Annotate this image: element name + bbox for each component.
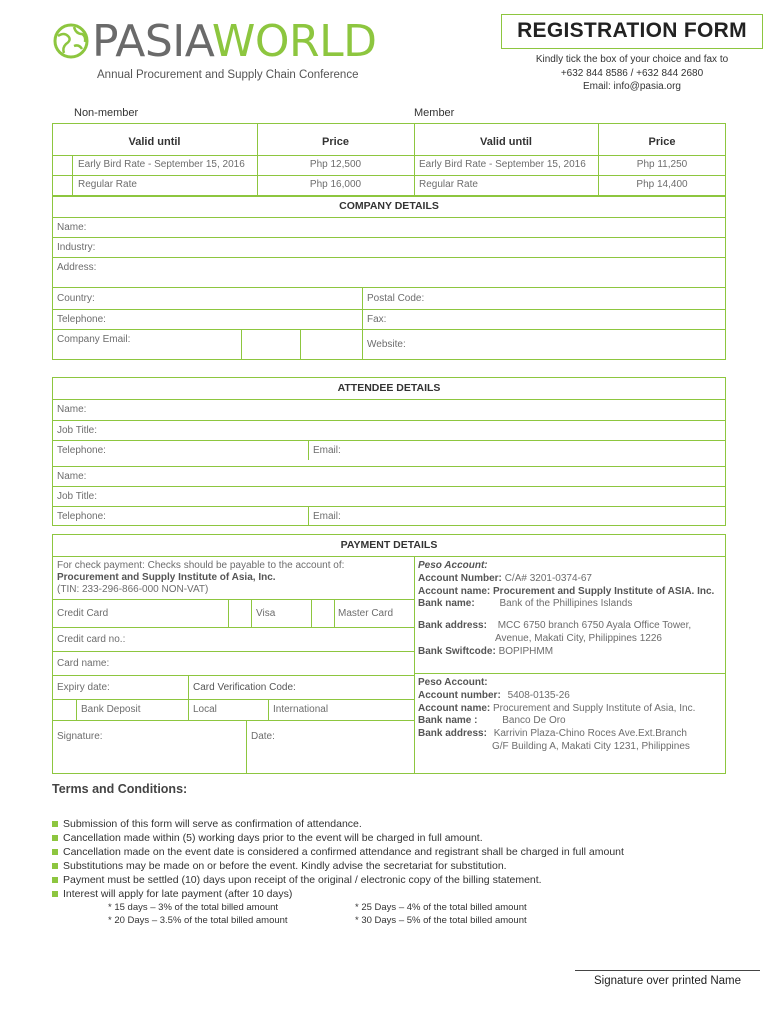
col-price: Price <box>322 136 349 148</box>
bank-deposit-option[interactable]: Bank Deposit <box>81 704 141 715</box>
visa-option[interactable]: Visa <box>256 608 276 619</box>
member-regular-option[interactable]: Regular Rate <box>419 179 478 190</box>
list-item: Payment must be settled (10) days upon receipt of the original / electronic copy of the billing statement. <box>52 873 752 887</box>
attendee2-telephone-field[interactable]: Telephone: <box>57 511 106 522</box>
bank-account-bpi: Peso Account: Account Number: C/A# 3201-0374-67 Account name: Procurement and Supply Institute of ASIA. Inc. Bank name: Bank of the Phillipines Islands Bank address: MCC 6750 branch 6750 Ayala Office Tower, Avenue, Makati City, Philippines 1226 Bank Swiftcode: BOPIPHMM <box>418 560 715 657</box>
local-option[interactable]: Local <box>193 704 217 715</box>
price: Php 16,000 <box>309 179 362 190</box>
industry-field[interactable]: Industry: <box>57 242 96 253</box>
price: Php 12,500 <box>309 159 362 170</box>
country-field[interactable]: Country: <box>57 293 95 304</box>
bank-account-bdo: Peso Account: Account number: 5408-0135-26 Account name: Procurement and Supply Institute of Asia, Inc. Bank name : Banco De Oro Bank address: Karrivin Plaza-Chino Roces Ave.Ext.Branch G/F Building A, Makati City 1231, Philippines <box>418 677 696 752</box>
col-price: Price <box>648 136 676 148</box>
list-item: Submission of this form will serve as confirmation of attendance. <box>52 817 752 831</box>
nonmember-earlybird-option[interactable]: Early Bird Rate - September 15, 2016 <box>78 159 245 170</box>
price: Php 14,400 <box>636 179 688 190</box>
company-name-field[interactable]: Name: <box>57 222 87 233</box>
signature-line[interactable] <box>575 970 760 971</box>
attendee2-name-field[interactable]: Name: <box>57 471 87 482</box>
credit-card-option[interactable]: Credit Card <box>57 608 109 619</box>
col-valid-until: Valid until <box>480 136 532 148</box>
list-item: Cancellation made on the event date is considered a confirmed attendance and registrant shall be charged in full amount <box>52 845 752 859</box>
tagline: Annual Procurement and Supply Chain Conference <box>97 69 359 81</box>
form-title: REGISTRATION FORM <box>501 14 763 49</box>
attendee-email-field[interactable]: Email: <box>313 445 341 456</box>
terms-title: Terms and Conditions: <box>52 782 188 796</box>
payment-details-title: PAYMENT DETAILS <box>340 539 438 551</box>
nonmember-regular-option[interactable]: Regular Rate <box>78 179 137 190</box>
fax-instructions: Kindly tick the box of your choice and fax to +632 844 8586 / +632 844 2680 Email: info@pasia.org <box>535 54 729 92</box>
postal-code-field[interactable]: Postal Code: <box>367 293 425 304</box>
terms-list <box>52 817 752 901</box>
member-earlybird-option[interactable]: Early Bird Rate - September 15, 2016 <box>419 159 586 170</box>
list-item: Cancellation made within (5) working days prior to the event will be charged in full amount. <box>52 831 752 845</box>
check-payment-note: For check payment: Checks should be payable to the account of: Procurement and Supply Institute of Asia, Inc. (TIN: 233-296-866-000 NON-VAT) <box>57 560 345 595</box>
mastercard-option[interactable]: Master Card <box>338 608 394 619</box>
company-details-title: COMPANY DETAILS <box>339 200 439 212</box>
company-telephone-field[interactable]: Telephone: <box>57 314 106 325</box>
attendee-job-title-field[interactable]: Job Title: <box>57 425 98 436</box>
website-field[interactable]: Website: <box>367 339 406 350</box>
list-item: Interest will apply for late payment (after 10 days) <box>52 887 752 901</box>
expiry-date-field[interactable]: Expiry date: <box>57 682 110 693</box>
card-name-field[interactable]: Card name: <box>57 658 110 669</box>
signature-label: Signature over printed Name <box>593 975 742 987</box>
card-number-field[interactable]: Credit card no.: <box>57 634 126 645</box>
nonmember-label: Non-member <box>74 107 139 119</box>
payment-date-field[interactable]: Date: <box>251 731 275 742</box>
list-item: Substitutions may be made on or before the event. Kindly advise the secretariat for substitution. <box>52 859 752 873</box>
col-valid-until: Valid until <box>128 136 181 148</box>
globe-logo-icon <box>52 22 90 60</box>
late-rates-left: * 15 days – 3% of the total billed amount * 20 Days – 3.5% of the total billed amount <box>108 902 288 926</box>
address-field[interactable]: Address: <box>57 262 97 273</box>
payment-signature-field[interactable]: Signature: <box>57 731 103 742</box>
attendee2-email-field[interactable]: Email: <box>313 511 341 522</box>
member-label: Member <box>414 107 455 119</box>
company-email-field[interactable]: Company Email: <box>57 334 131 345</box>
attendee-name-field[interactable]: Name: <box>57 404 87 415</box>
price: Php 11,250 <box>636 159 688 170</box>
cvc-field[interactable]: Card Verification Code: <box>193 682 296 693</box>
attendee-telephone-field[interactable]: Telephone: <box>57 445 106 456</box>
logo-wordmark: PASIAWORLD <box>92 16 377 67</box>
attendee2-job-title-field[interactable]: Job Title: <box>57 491 98 502</box>
late-rates-right: * 25 Days – 4% of the total billed amount * 30 Days – 5% of the total billed amount <box>355 902 527 926</box>
company-details-section <box>52 196 726 360</box>
international-option[interactable]: International <box>273 704 329 715</box>
fax-field[interactable]: Fax: <box>367 314 387 325</box>
attendee-details-title: ATTENDEE DETAILS <box>337 382 441 394</box>
